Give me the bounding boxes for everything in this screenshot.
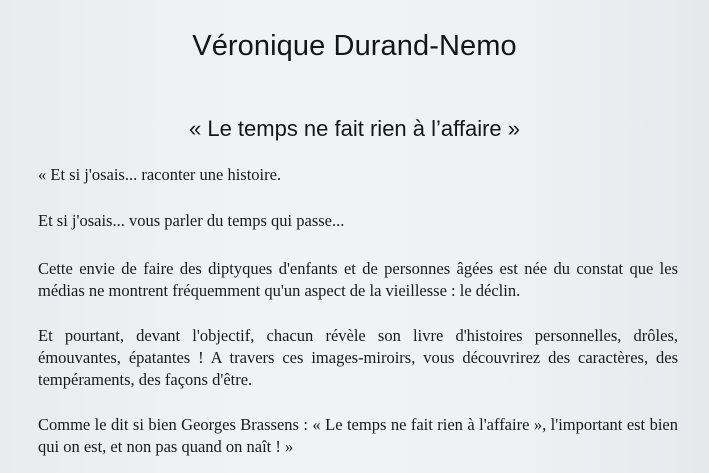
document-title: « Le temps ne fait rien à l’affaire » — [188, 116, 520, 141]
paragraph-portraits: Et pourtant, devant l'objectif, chacun révèle son livre d'histoires personnelles, drôles, émouvantes, épatantes ! A travers ces images-miroirs, vous découvrirez des caractères, des tempéraments, des façons d'être. — [38, 326, 678, 389]
author-name: Véronique Durand-Nemo — [192, 30, 517, 62]
paragraph-diptychs: Cette envie de faire des diptyques d'enfants et de personnes âgées est née du constat que les médias ne montrent fréquemment qu'un aspect de la vieillesse : le déclin. — [38, 259, 678, 300]
paragraph-time: Et si j'osais... vous parler du temps qui passe... — [38, 211, 345, 230]
paragraph-brassens-quote: Comme le dit si bien Georges Brassens : « Le temps ne fait rien à l'affaire », l'important est bien qui on est, et non pas quand on naît ! » — [38, 415, 678, 456]
paragraph-intro: « Et si j'osais... raconter une histoire. — [38, 165, 282, 184]
